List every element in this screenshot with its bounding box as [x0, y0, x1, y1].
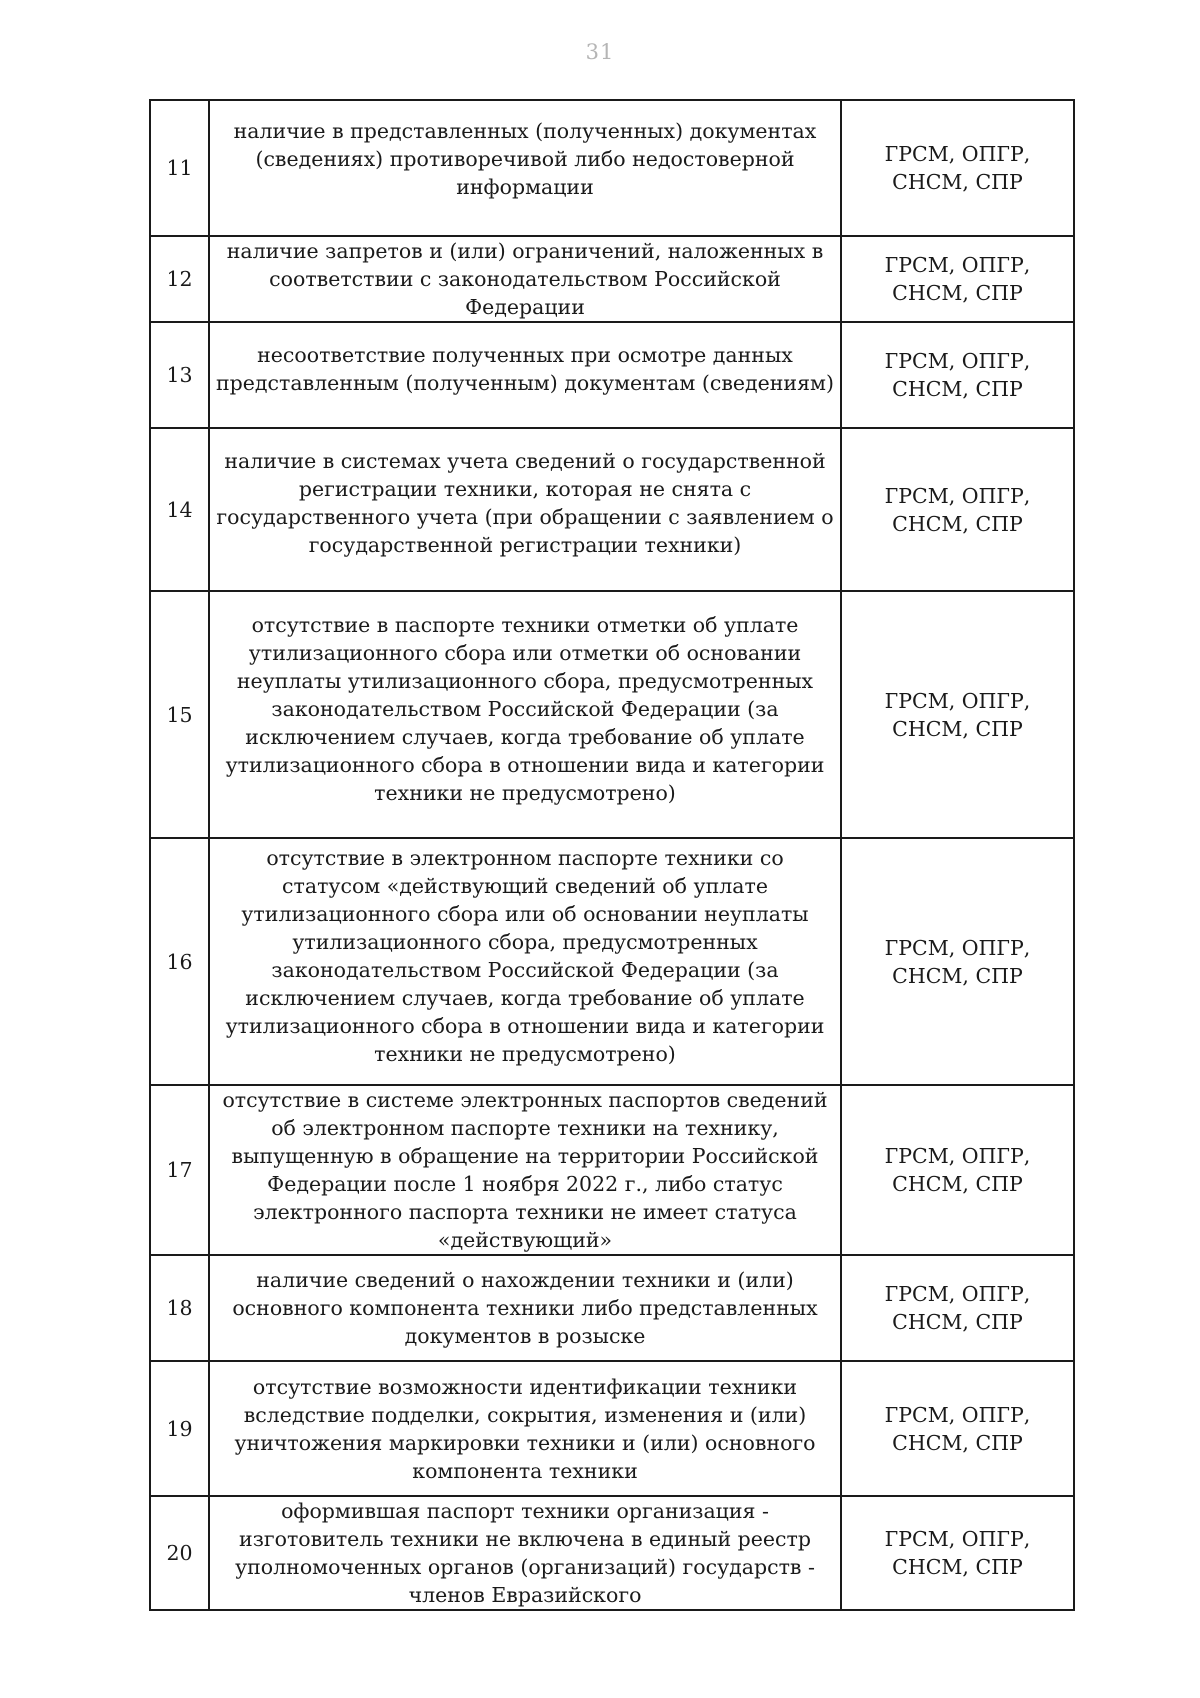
row-authorities: ГРСМ, ОПГР, СНСМ, СПР [841, 322, 1074, 428]
row-description: отсутствие в паспорте техники отметки об уплате утилизационного сбора или отметки об основании неуплаты утилизационного сбора, предусмотренных законодательством Российской Федерации (за исключением случаев, когда требование об уплате утилизационного сбора в отношении вида и категории техники не предусмотрено) [209, 591, 841, 838]
table-row [150, 591, 1074, 838]
row-authorities: ГРСМ, ОПГР, СНСМ, СПР [841, 838, 1074, 1085]
row-description: наличие сведений о нахождении техники и (или) основного компонента техники либо представленных документов в розыске [209, 1255, 841, 1361]
table-row [150, 1496, 1074, 1610]
row-number: 20 [150, 1496, 209, 1610]
row-authorities: ГРСМ, ОПГР, СНСМ, СПР [841, 591, 1074, 838]
page-number: 31 [585, 40, 615, 64]
row-number: 17 [150, 1085, 209, 1255]
row-authorities: ГРСМ, ОПГР, СНСМ, СПР [841, 1085, 1074, 1255]
row-authorities: ГРСМ, ОПГР, СНСМ, СПР [841, 428, 1074, 591]
table-row [150, 236, 1074, 322]
table-row [150, 428, 1074, 591]
row-number: 19 [150, 1361, 209, 1496]
table-row [150, 322, 1074, 428]
row-authorities: ГРСМ, ОПГР, СНСМ, СПР [841, 1496, 1074, 1610]
row-authorities: ГРСМ, ОПГР, СНСМ, СПР [841, 1255, 1074, 1361]
row-description: отсутствие в системе электронных паспортов сведений об электронном паспорте техники на технику, выпущенную в обращение на территории Российской Федерации после 1 ноября 2022 г., либо статус электронного паспорта техники не имеет статуса «действующий» [209, 1085, 841, 1255]
row-number: 18 [150, 1255, 209, 1361]
row-description: отсутствие возможности идентификации техники вследствие подделки, сокрытия, изменения и (или) уничтожения маркировки техники и (или) основного компонента техники [209, 1361, 841, 1496]
row-description: несоответствие полученных при осмотре данных представленным (полученным) документам (сведениям) [209, 322, 841, 428]
row-number: 14 [150, 428, 209, 591]
row-description: оформившая паспорт техники организация - изготовитель техники не включена в единый реестр уполномоченных органов (организаций) государств - членов Евразийского [209, 1496, 841, 1610]
row-authorities: ГРСМ, ОПГР, СНСМ, СПР [841, 1361, 1074, 1496]
row-description: наличие в представленных (полученных) документах (сведениях) противоречивой либо недостоверной информации [209, 100, 841, 236]
row-description: наличие в системах учета сведений о государственной регистрации техники, которая не снята с государственного учета (при обращении с заявлением о государственной регистрации техники) [209, 428, 841, 591]
table-row [150, 838, 1074, 1085]
row-authorities: ГРСМ, ОПГР, СНСМ, СПР [841, 236, 1074, 322]
row-number: 15 [150, 591, 209, 838]
grounds-table [149, 99, 1075, 1611]
table-row [150, 1361, 1074, 1496]
table-row [150, 1085, 1074, 1255]
row-number: 12 [150, 236, 209, 322]
table-row [150, 100, 1074, 236]
row-description: отсутствие в электронном паспорте техники со статусом «действующий сведений об уплате утилизационного сбора или об основании неуплаты утилизационного сбора, предусмотренных законодательством Российской Федерации (за исключением случаев, когда требование об уплате утилизационного сбора в отношении вида и категории техники не предусмотрено) [209, 838, 841, 1085]
row-number: 13 [150, 322, 209, 428]
table-row [150, 1255, 1074, 1361]
row-description: наличие запретов и (или) ограничений, наложенных в соответствии с законодательством Российской Федерации [209, 236, 841, 322]
row-number: 11 [150, 100, 209, 236]
row-authorities: ГРСМ, ОПГР, СНСМ, СПР [841, 100, 1074, 236]
row-number: 16 [150, 838, 209, 1085]
